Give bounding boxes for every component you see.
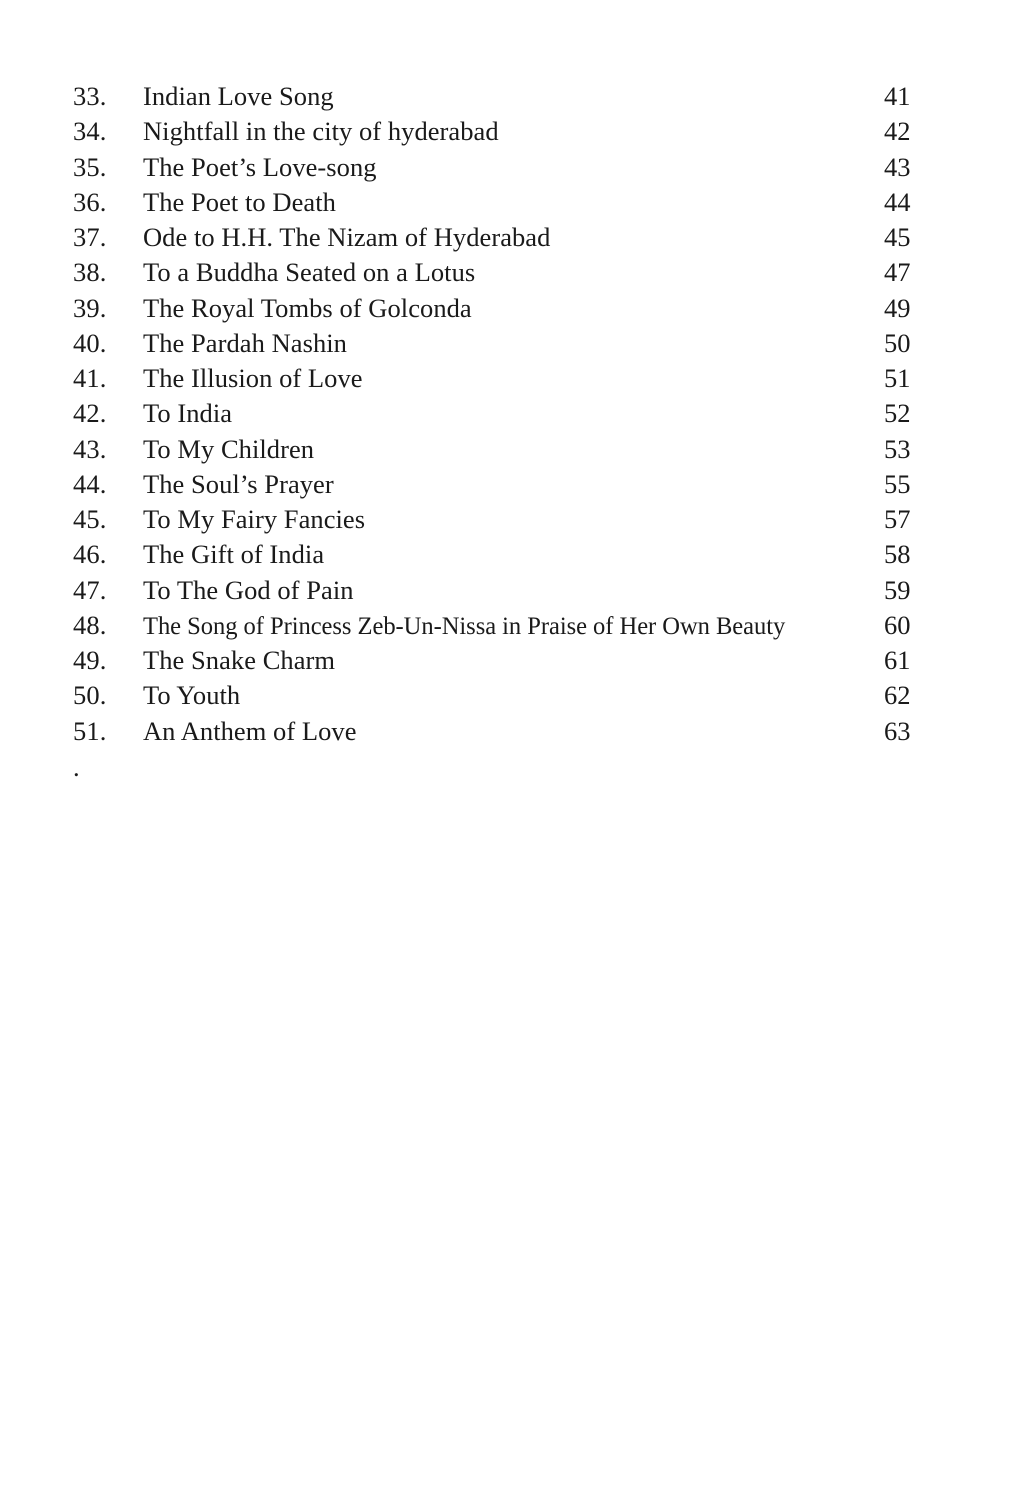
toc-entry-title: The Royal Tombs of Golconda (143, 292, 472, 323)
toc-entry[interactable] (0, 114, 1036, 149)
toc-entry-page-number: 63 (884, 715, 911, 746)
toc-entry-title: To The God of Pain (143, 574, 354, 605)
toc-entry-number: 46. (73, 539, 107, 570)
toc-entry-title: To My Fairy Fancies (143, 504, 366, 534)
toc-entry-page-number: 60 (884, 609, 911, 640)
toc-entry-page-number: 47 (884, 257, 911, 288)
toc-entry-page-number: 59 (884, 574, 911, 605)
toc-entry[interactable] (0, 608, 1036, 643)
toc-entry-number: 49. (73, 645, 107, 675)
toc-entry[interactable] (0, 361, 1036, 396)
toc-entry-number: 39. (73, 292, 107, 323)
toc-entry-number: 35. (73, 151, 107, 182)
toc-entry-number: 40. (73, 327, 107, 358)
toc-entry-title: The Pardah Nashin (143, 327, 347, 358)
toc-entry-title: To a Buddha Seated on a Lotus (143, 257, 476, 288)
toc-entry-number: 44. (73, 468, 107, 499)
toc-entry-title: The Song of Princess Zeb-Un-Nissa in Praise of Her Own Beauty (143, 612, 786, 640)
toc-entry-title: To India (143, 398, 233, 429)
toc-entry-title: Nightfall in the city of hyderabad (143, 116, 499, 147)
toc-entry[interactable] (0, 502, 1036, 537)
toc-entry[interactable] (0, 185, 1036, 220)
toc-entry[interactable] (0, 432, 1036, 467)
toc-entry[interactable] (0, 643, 1036, 678)
toc-entry-title: The Poet to Death (143, 186, 336, 217)
toc-entry-number: 37. (73, 222, 107, 252)
toc-entry-page-number: 43 (884, 151, 911, 182)
toc-entry-title: To Youth (143, 680, 241, 711)
toc-entry-number: 48. (73, 609, 107, 640)
toc-entry-number: 36. (73, 186, 107, 217)
toc-entry-number: 51. (73, 715, 107, 746)
toc-entry-number: 42. (73, 398, 107, 429)
toc-entry[interactable] (0, 678, 1036, 713)
toc-entry[interactable] (0, 79, 1036, 114)
toc-entry-title: The Poet’s Love-song (143, 151, 377, 182)
toc-entry-number: 38. (73, 257, 107, 288)
toc-entry-page-number: 52 (884, 398, 911, 429)
toc-entry[interactable] (0, 396, 1036, 431)
toc-entry-page-number: 53 (884, 433, 911, 464)
toc-entry[interactable] (0, 150, 1036, 185)
toc-entry-page-number: 42 (884, 116, 911, 147)
toc-entry-number: 34. (73, 116, 107, 147)
toc-entry-title: The Soul’s Prayer (143, 468, 334, 499)
toc-entry-page-number: 50 (884, 327, 911, 358)
toc-entry-page-number: 58 (884, 539, 911, 570)
toc-entry-page-number: 55 (884, 468, 911, 499)
toc-entry-title: The Gift of India (143, 539, 325, 570)
toc-entry-page-number: 61 (884, 645, 911, 675)
toc-entry[interactable] (0, 291, 1036, 326)
toc-entry[interactable] (0, 573, 1036, 608)
toc-entry-number: 47. (73, 574, 107, 605)
toc-entry[interactable] (0, 220, 1036, 255)
toc-entry[interactable] (0, 537, 1036, 572)
toc-entry-number: 50. (73, 680, 107, 711)
table-of-contents-list (0, 79, 1036, 749)
toc-entry-title: Indian Love Song (143, 81, 334, 111)
toc-entry-title: The Snake Charm (143, 645, 336, 675)
toc-entry-number: 43. (73, 433, 107, 464)
toc-entry-page-number: 45 (884, 222, 911, 252)
toc-entry[interactable] (0, 714, 1036, 749)
toc-entry-number: 33. (73, 81, 107, 111)
toc-entry-number: 45. (73, 504, 107, 534)
trailing-period: . (73, 752, 80, 782)
toc-entry[interactable] (0, 326, 1036, 361)
toc-entry-page-number: 41 (884, 81, 911, 111)
toc-entry-page-number: 51 (884, 363, 911, 393)
toc-entry-page-number: 62 (884, 680, 911, 711)
toc-entry-page-number: 44 (884, 186, 911, 217)
toc-entry-title: An Anthem of Love (143, 715, 357, 746)
toc-entry[interactable] (0, 467, 1036, 502)
toc-entry-number: 41. (73, 363, 107, 393)
toc-entry-title: To My Children (143, 433, 315, 464)
toc-entry-page-number: 49 (884, 292, 911, 323)
toc-entry-title: Ode to H.H. The Nizam of Hyderabad (143, 222, 551, 252)
toc-entry-page-number: 57 (884, 504, 911, 534)
toc-entry-title: The Illusion of Love (143, 363, 363, 393)
toc-entry[interactable] (0, 255, 1036, 290)
